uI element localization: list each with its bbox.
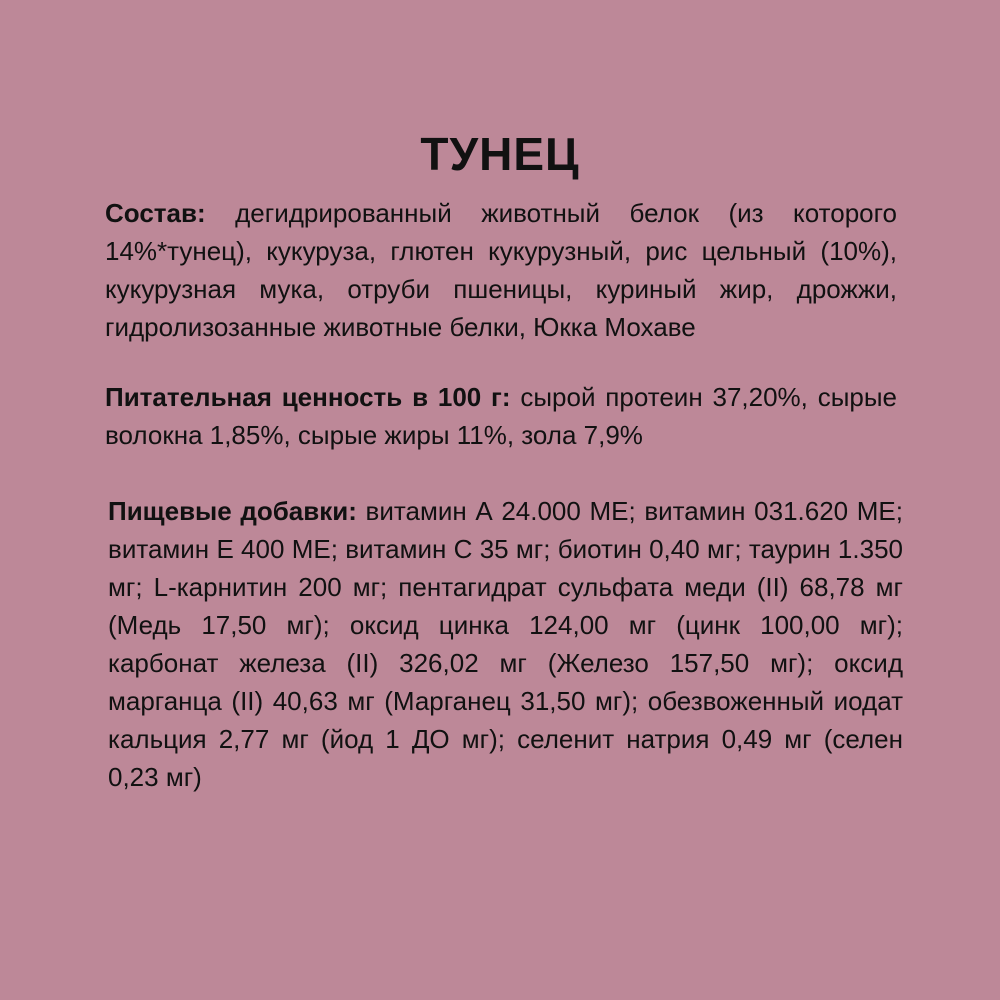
- additives-paragraph: [108, 492, 903, 796]
- nutrition-paragraph: [105, 378, 897, 454]
- additives-text: витамин А 24.000 МЕ; витамин 031.620 МЕ; витамин Е 400 МЕ; витамин С 35 мг; биотин 0,40 мг; таурин 1.350 мг; L-карнитин 200 мг; пентагидрат сульфата меди (II) 68,78 мг (Медь 17,50 мг); оксид цинка 124,00 мг (цинк 100,00 мг); карбонат железа (II) 326,02 мг (Железо 157,50 мг); оксид марганца (II) 40,63 мг (Марганец 31,50 мг); обезвоженный иодат кальция 2,77 мг (йод 1 ДО мг); селенит натрия 0,49 мг (селен 0,23 мг): [108, 496, 903, 792]
- composition-text: дегидрированный животный белок (из которого 14%*тунец), кукуруза, глютен кукурузный, рис цельный (10%), кукурузная мука, отруби пшеницы, куриный жир, дрожжи, гидролизозанные животные белки, Юкка Мохаве: [105, 198, 897, 342]
- composition-paragraph: [105, 194, 897, 346]
- page-title: ТУНЕЦ: [420, 127, 580, 180]
- nutrition-label: Питательная ценность в 100 г:: [105, 382, 511, 412]
- composition-label: Состав:: [105, 198, 206, 228]
- nutrition-text: сырой протеин 37,20%, сырые волокна 1,85%, сырые жиры 11%, зола 7,9%: [105, 382, 897, 450]
- additives-label: Пищевые добавки:: [108, 496, 357, 526]
